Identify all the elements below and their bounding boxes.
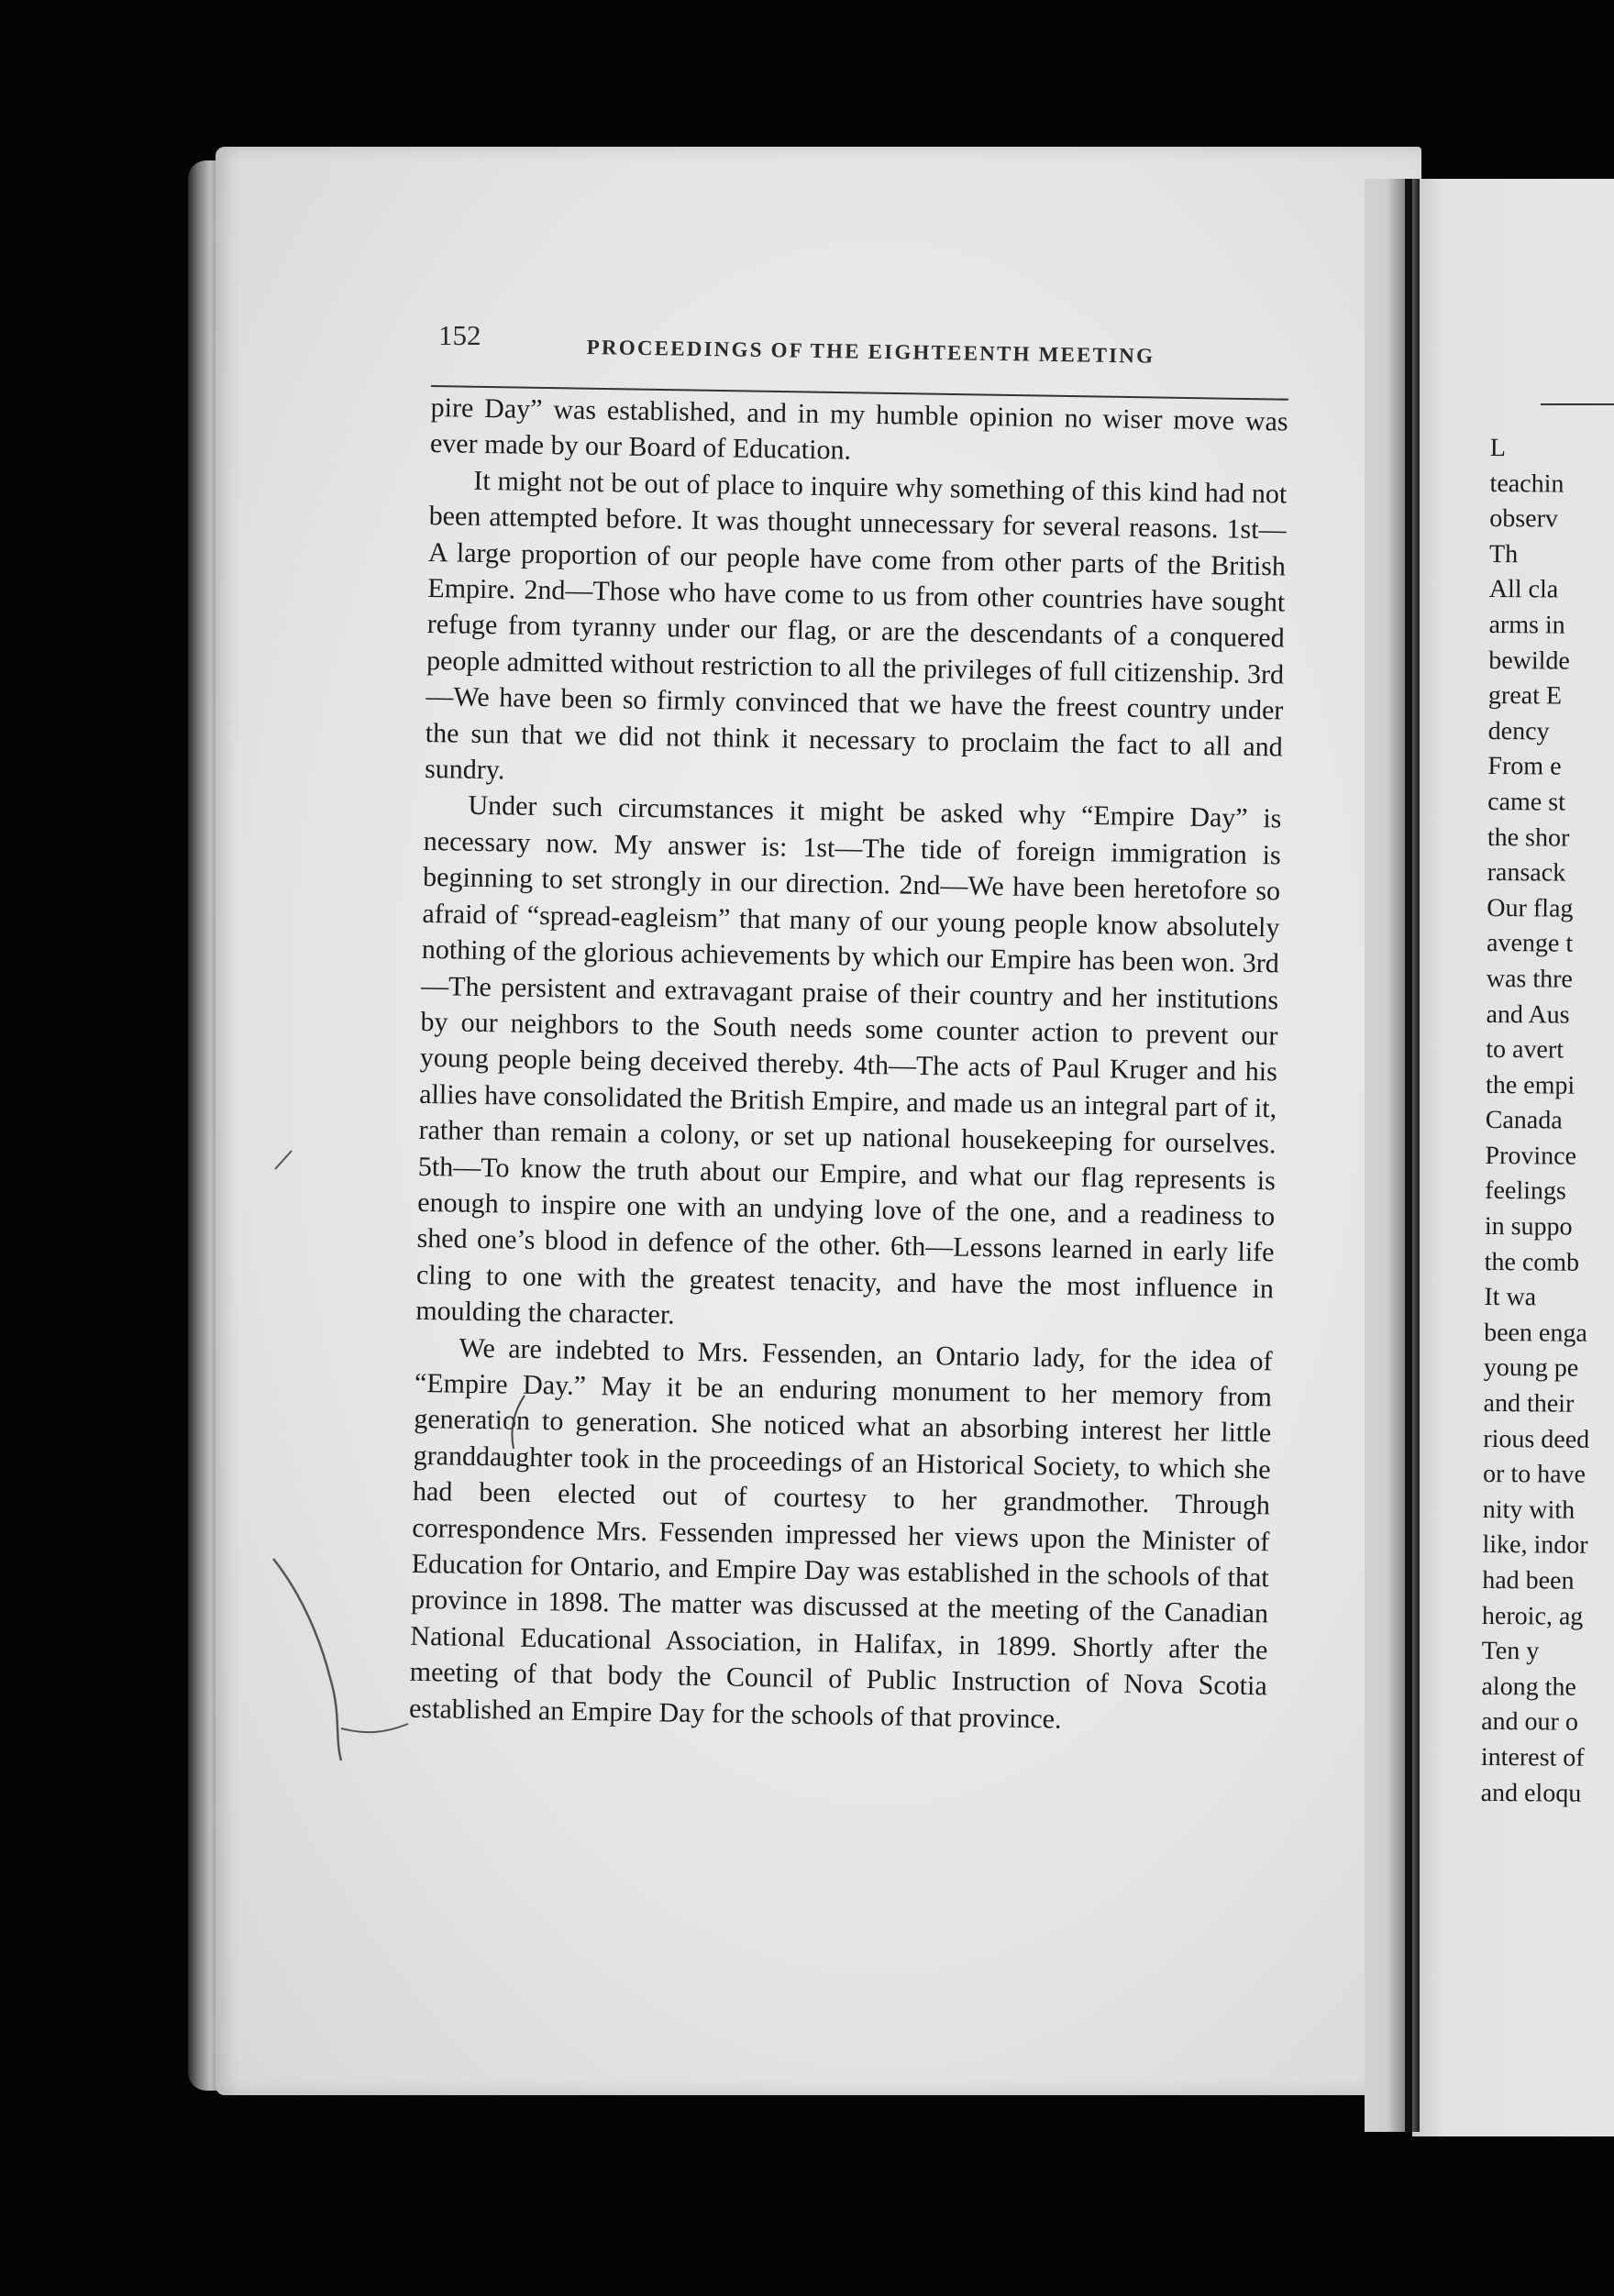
right-page-line: came st: [1487, 787, 1566, 817]
right-page-line: to avert: [1486, 1035, 1564, 1065]
running-header-title: PROCEEDINGS OF THE EIGHTEENTH MEETING: [586, 336, 1155, 368]
right-page-line: along the: [1481, 1672, 1576, 1702]
right-page-line: heroic, ag: [1481, 1601, 1584, 1631]
right-page-line: was thre: [1486, 964, 1574, 994]
right-page-line: had been: [1482, 1565, 1575, 1595]
right-page-line: interest of: [1480, 1742, 1585, 1772]
right-page-line: dency: [1487, 716, 1550, 746]
right-page-line: avenge t: [1486, 929, 1574, 958]
right-page-line: All cla: [1488, 575, 1559, 604]
right-page-line: Ten y: [1481, 1637, 1540, 1666]
right-page-line: and Aus: [1486, 999, 1570, 1030]
right-page-line: L: [1489, 433, 1507, 463]
right-page-line: the comb: [1484, 1247, 1580, 1277]
paragraph-4: We are indebted to Mrs. Fessenden, an Ontario lady, for the idea of “Empire Day.” May it be an enduring monument to her memory from generation to generation. She noticed what an absorbing interest her little granddaughter took in the proceedings of an Historical Society, to which she had been elected out of courtesy to her grandmother. Through correspondence Mrs. Fessenden impressed her views upon the Minister of Education for Ontario, and Empire Day was established in the schools of that province in 1898. The matter was discussed at the meeting of the Canadian National Educational Association, in Halifax, in 1899. Shortly after the meeting of that body the Council of Public Instruction of Nova Scotia established an Empire Day for the schools of that province.: [408, 1332, 1273, 1735]
right-page-line: nity with: [1482, 1495, 1575, 1525]
right-page-line: teachin: [1489, 469, 1564, 499]
paragraph-1: pire Day” was established, and in my humble opinion no wiser move was ever made by our Board of Education.: [429, 392, 1288, 467]
right-page-line: feelings: [1485, 1176, 1566, 1207]
right-page-line: like, indor: [1482, 1530, 1588, 1561]
right-page-line: arms in: [1488, 610, 1565, 640]
right-page-line: Province: [1485, 1141, 1577, 1171]
right-page-line: or to have: [1482, 1460, 1586, 1489]
right-page-line: the empi: [1485, 1070, 1575, 1100]
right-page-line: rious deed: [1483, 1424, 1590, 1454]
paragraph-2: It might not be out of place to inquire why something of this kind had not been attempted before. It was thought unnecessary for several reasons. 1st—A large proportion of our people have come from other parts of the British Empire. 2nd—Those who have come to us from other countries have sought refuge from tyranny under our flag, or are the descendants of a conquered people admitted without restriction to all the privileges of full citizenship. 3rd—We have been so firmly convinced that we have the freest country under the sun that we did not think it necessary to proclaim the fact to all and sundry.: [424, 465, 1288, 786]
right-page-line: in suppo: [1484, 1212, 1573, 1242]
right-page-line: Our flag: [1487, 893, 1574, 923]
right-page-line: been enga: [1484, 1318, 1587, 1348]
paragraph-3: Under such circumstances it might be asked why “Empire Day” is necessary now. My answer is: 1st—The tide of foreign immigration is beginning to set strongly in our direction. 2nd—We have been heretofore so afraid of “spread-eagleism” that many of our young people know absolutely nothing of the glorious achievements by which our Empire has been won. 3rd—The persistent and extravagant praise of their country and her institutions by our neighbors to the South needs some counter action to prevent our young people being deceived thereby. 4th—The acts of Paul Kruger and his allies have consolidated the British Empire, and made us an integral part of it, rather than remain a colony, or set up national housekeeping for ourselves. 5th—To know the truth about our Empire, and what our flag represents is enough to inspire one with an undying love of the one, and a readiness to shed one’s blood in defence of the other. 6th—Lessons learned in early life cling to one with the greatest tenacity, and have the most influence in moulding the character.: [415, 790, 1282, 1330]
right-page-text: [1480, 431, 1614, 1812]
right-page-line: ransack: [1487, 858, 1566, 888]
right-page-line: great E: [1487, 681, 1563, 711]
right-page-line: From e: [1487, 752, 1562, 781]
body-text: [409, 390, 1288, 1740]
right-page-line: and their: [1483, 1389, 1575, 1418]
right-page-header-rule: [1541, 403, 1614, 405]
right-page-line: It wa: [1484, 1283, 1537, 1312]
right-page-line: the shor: [1487, 822, 1570, 853]
right-page-line: Th: [1488, 539, 1519, 568]
right-page-line: Canada: [1485, 1106, 1563, 1135]
right-page-line: and our o: [1481, 1707, 1579, 1738]
right-page-line: observ: [1489, 504, 1559, 534]
right-page-line: young pe: [1483, 1353, 1579, 1384]
right-page-line: and eloqu: [1480, 1778, 1582, 1808]
gutter-shadow-line: [1405, 179, 1412, 2132]
right-page-line: bewilde: [1488, 646, 1571, 676]
page-number: 152: [438, 319, 481, 351]
